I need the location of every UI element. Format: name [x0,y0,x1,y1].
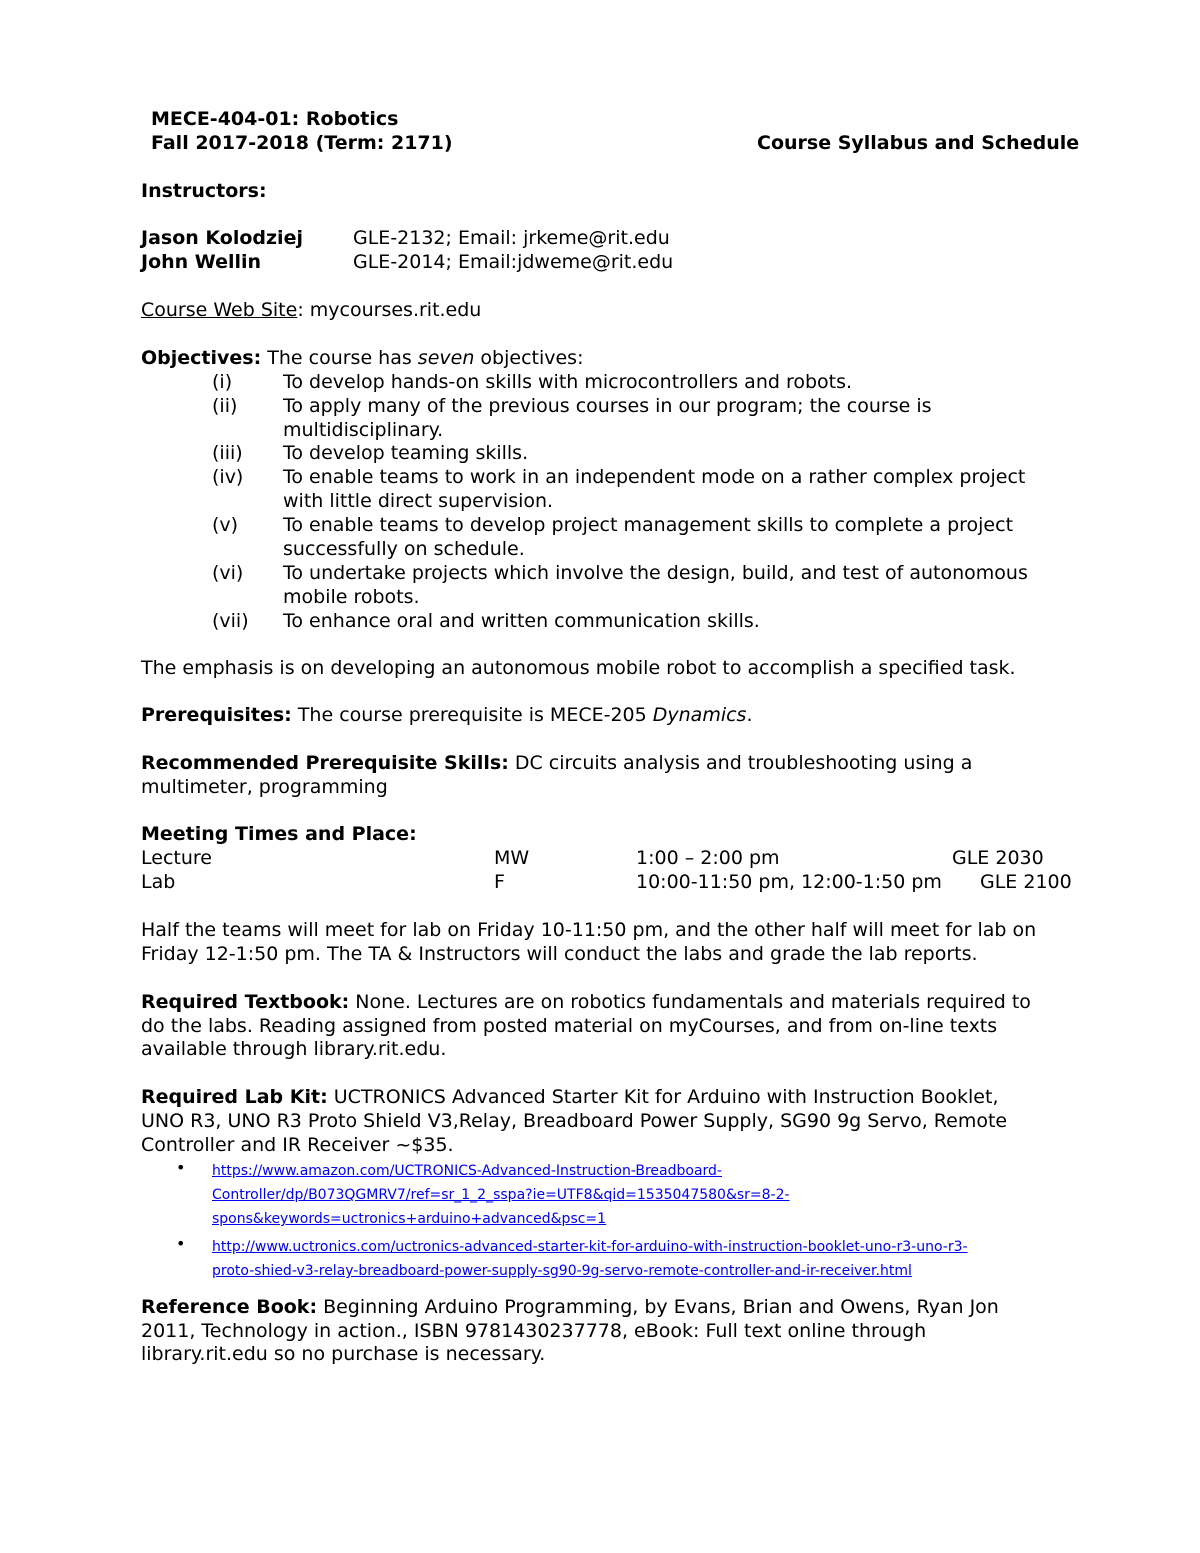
instructors-heading: Instructors: [141,180,267,202]
objective-number: (vi) [212,562,244,584]
labkit-text-cont: UNO R3, UNO R3 Proto Shield V3,Relay, Breadboard Power Supply, SG90 9g Servo, Remote [141,1110,1008,1132]
meeting-place: GLE 2100 [980,871,1072,893]
bullet-icon: • [176,1158,186,1177]
uctronics-link[interactable] [212,1233,968,1281]
meeting-place: GLE 2030 [952,847,1044,869]
objective-text: To enable teams to develop project management skills to complete a project [283,514,1014,536]
link-line[interactable]: https://www.amazon.com/UCTRONICS-Advanced-Instruction-Breadboard- [212,1163,722,1179]
meeting-days: F [494,871,505,893]
objective-number: (vii) [212,610,249,632]
objective-text: To apply many of the previous courses in our program; the course is [283,395,932,417]
recommended-skills-cont: multimeter, programming [141,776,388,798]
lab-note: Half the teams will meet for lab on Friday 10-11:50 pm, and the other half will meet for lab on [141,919,1037,941]
objective-number: (i) [212,371,233,393]
objective-number: (v) [212,514,239,536]
website-value: mycourses.rit.edu [303,299,482,321]
instructor-info-2: GLE-2014; Email:jdweme@rit.edu [353,251,674,273]
meeting-time: 10:00-11:50 pm, 12:00-1:50 pm [636,871,942,893]
objective-number: (iii) [212,442,243,464]
document-title: Course Syllabus and Schedule [757,132,1080,154]
course-term: Fall 2017-2018 (Term: 2171) [151,132,453,154]
link-line[interactable]: http://www.uctronics.com/uctronics-advanced-starter-kit-for-arduino-with-instruction-booklet-uno-r3-uno-r3- [212,1239,968,1255]
required-textbook: Required Textbook: None. Lectures are on robotics fundamentals and materials required to [141,991,1031,1013]
link-line[interactable]: spons&keywords=uctronics+arduino+advanced&psc=1 [212,1211,607,1227]
labkit-heading: Required Lab Kit: [141,1086,328,1108]
course-website: Course Web Site: mycourses.rit.edu [141,299,482,321]
objective-text: To develop teaming skills. [283,442,529,464]
instructor-info-1: GLE-2132; Email: jrkeme@rit.edu [353,227,670,249]
required-lab-kit: Required Lab Kit: UCTRONICS Advanced Starter Kit for Arduino with Instruction Booklet, [141,1086,999,1108]
objectives-heading: Objectives: [141,347,262,369]
prerequisites: Prerequisites: The course prerequisite is MECE-205 Dynamics. [141,704,753,726]
textbook-heading: Required Textbook: [141,991,350,1013]
objective-text: To develop hands-on skills with microcontrollers and robots. [283,371,853,393]
recommended-skills: Recommended Prerequisite Skills: DC circuits analysis and troubleshooting using a [141,752,973,774]
meeting-time: 1:00 – 2:00 pm [636,847,780,869]
instructor-name-2: John Wellin [141,251,262,273]
recommended-heading: Recommended Prerequisite Skills: [141,752,509,774]
prerequisites-heading: Prerequisites: [141,704,292,726]
reference-heading: Reference Book: [141,1296,318,1318]
meeting-days: MW [494,847,530,869]
objective-number: (ii) [212,395,238,417]
emphasis-statement: The emphasis is on developing an autonomous mobile robot to accomplish a specified task. [141,657,1016,679]
objective-text: To enhance oral and written communication skills. [283,610,760,632]
meeting-heading: Meeting Times and Place: [141,823,417,845]
reference-book: Reference Book: Beginning Arduino Programming, by Evans, Brian and Owens, Ryan Jon [141,1296,999,1318]
instructor-name-1: Jason Kolodziej [141,227,303,249]
objective-text-cont: mobile robots. [283,586,420,608]
meeting-type: Lab [141,871,176,893]
objective-text: To undertake projects which involve the design, build, and test of autonomous [283,562,1028,584]
meeting-type: Lecture [141,847,212,869]
objectives-intro: Objectives: The course has seven objectives: [141,347,584,369]
link-line[interactable]: Controller/dp/B073QGMRV7/ref=sr_1_2_sspa?ie=UTF8&qid=1535047580&sr=8-2- [212,1187,790,1203]
website-label: Course Web Site [141,299,298,321]
course-code: MECE-404-01: Robotics [151,108,399,130]
objective-text-cont: multidisciplinary. [283,419,444,441]
objective-text-cont: with little direct supervision. [283,490,554,512]
link-line[interactable]: proto-shied-v3-relay-breadboard-power-supply-sg90-9g-servo-remote-controller-and-ir-receiver.html [212,1263,912,1279]
objective-text: To enable teams to work in an independent mode on a rather complex project [283,466,1026,488]
objective-number: (iv) [212,466,244,488]
lab-note-cont: Friday 12-1:50 pm. The TA & Instructors will conduct the labs and grade the lab reports. [141,943,978,965]
amazon-link[interactable] [212,1157,790,1229]
textbook-text-cont: available through library.rit.edu. [141,1038,447,1060]
reference-text-cont: 2011, Technology in action., ISBN 9781430237778, eBook: Full text online through [141,1320,927,1342]
objective-text-cont: successfully on schedule. [283,538,525,560]
reference-text-cont: library.rit.edu so no purchase is necessary. [141,1343,546,1365]
textbook-text-cont: do the labs. Reading assigned from posted material on myCourses, and from on-line texts [141,1015,998,1037]
labkit-text-cont: Controller and IR Receiver ~$35. [141,1134,454,1156]
bullet-icon: • [176,1234,186,1253]
